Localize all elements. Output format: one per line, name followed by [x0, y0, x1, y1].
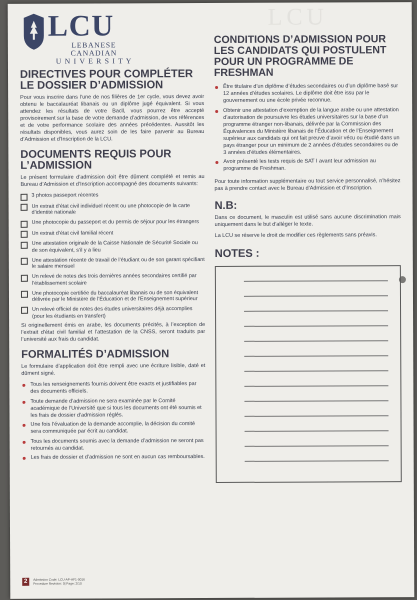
checklist-item: Une attestation récente de travail de l’étudiant ou de son garant spécifiant le salaire mensuel: [21, 257, 205, 271]
formalites-heading: FORMALITÉS D’ADMISSION: [21, 348, 170, 362]
notes-heading: NOTES :: [214, 247, 260, 260]
checkbox[interactable]: [21, 204, 28, 211]
checklist-item: Un relevé officiel de notes des études universitaires déjà accomplies (pour les étudiants en transfert): [21, 306, 205, 320]
documents-heading: DOCUMENTS REQUIS POUR L’ADMISSION: [20, 148, 172, 172]
bullet-icon: [23, 457, 26, 460]
checkbox[interactable]: [21, 307, 28, 314]
footer-text: Admission Code: LCU-AP-AF1-0016 Procedure Revision: 0| Page: 2/10: [33, 577, 85, 586]
bullet-icon: [215, 161, 218, 164]
notes-line: [244, 280, 388, 282]
bullet-icon: [215, 86, 218, 89]
bullet-icon: [22, 401, 25, 404]
crest-icon: [22, 12, 46, 52]
page-footer: [22, 577, 202, 586]
notes-line: [245, 430, 389, 432]
list-item: Tous les documents soumis avec la demande d’admission ne seront pas retournés au candidat.: [22, 438, 206, 453]
list-item: Les frais de dossier et d’admission ne sont en aucun cas remboursables.: [22, 454, 206, 462]
notes-line: [244, 370, 388, 372]
notes-line: [245, 460, 389, 462]
conditions-list: [214, 83, 400, 173]
checklist-item: Une photocopie certifiée du baccalauréat libanais ou de son équivalent délivrée par le Ministère de l’Éducation et de l’Enseignement supérieur: [21, 290, 205, 304]
checkbox[interactable]: [21, 193, 28, 200]
checklist-item: Un extrait d’état civil individuel récent ou une photocopie de la carte d’identité nationale: [21, 203, 205, 217]
conditions-heading: CONDITIONS D’ADMISSION POUR LES CANDIDATS QUI POSTULENT POUR UN PROGRAMME DE FRESHMAN: [213, 33, 387, 79]
list-item: Avoir présenté les tests requis de SAT I avant leur admission au programme de Freshman.: [214, 158, 400, 173]
formalites-list: [21, 381, 205, 462]
brochure-page: [8, 2, 415, 599]
logo-wordmark: LCU: [47, 9, 115, 43]
left-column: [20, 11, 206, 466]
notes-line: [244, 400, 388, 402]
checklist-item: Un extrait d’état civil familial récent: [21, 230, 205, 238]
notes-line: [244, 295, 388, 297]
notes-line: [244, 385, 388, 387]
bullet-icon: [22, 384, 25, 387]
notes-line: [244, 310, 388, 312]
logo-watermark: LCU: [267, 4, 328, 31]
directives-text: Pour vous inscrire dans l’une de nos filières de 1er cycle, vous devez avoir obtenu le baccalauréat libanais ou un diplôme jugé équivalent. Si vous attendez les résultats de votre Bacll, vous pourrez être accepté provisoirement sur la base de votre demande d’admission, de vos références et de votre performance scolaire des années précédentes. Aussitôt les résultats disponibles, vous aurez soin de les faire parvenir au Bureau d’Admission et d’Inscription de la LCU.: [20, 94, 205, 143]
checkbox[interactable]: [21, 220, 28, 227]
list-item: Une fois l’évaluation de la demande accomplie, la décision du comité sera communiquée par écrit au candidat.: [22, 421, 206, 436]
nb-text-rights: La LCU se réserve le droit de modifier ces règlements sans préavis.: [214, 232, 377, 239]
checkbox[interactable]: [21, 242, 28, 249]
checkbox[interactable]: [21, 258, 28, 265]
translation-note: Si originellement émis en arabe, les documents précités, à l’exception de l’extrait d’état civil familial et l’attestation de la CNSS, seront traduits par l’université aux frais du candidat.: [21, 322, 206, 344]
notes-line: [245, 415, 389, 417]
page-number: 2: [24, 578, 28, 585]
notes-line: [244, 355, 388, 357]
directives-heading: DIRECTIVES POUR COMPLÉTER LE DOSSIER D’ADMISSION: [19, 68, 194, 92]
list-item: Tous les renseignements fournis doivent être exacts et justifiables par des documents officiels.: [21, 381, 205, 396]
bullet-icon: [215, 109, 218, 112]
bullet-icon: [23, 424, 26, 427]
info-text: Pour toute information supplémentaire ou tout service personnalisé, n’hésitez pas à prendre contact avec le Bureau d’Admission et d’Inscription.: [214, 178, 401, 192]
documents-checklist: [21, 192, 206, 320]
list-item: Obtenir une attestation d’exemption de la langue arabe ou une attestation d’autorisation de poursuivre les études universitaires sur la base d’un programme étranger non-libanais, délivrée par la Commission des Équivalences du Ministère libanais de l’Éducation et de l’Enseignement supérieur aux candidats qui ont fait preuve d’avoir vécu ou étudié dans un pays étranger pour un minimum de 2 années d’études secondaires ou de 3 années d’études élémentaires.: [214, 107, 400, 157]
notes-box[interactable]: [215, 265, 402, 483]
documents-intro: Le présent formulaire d’admission doit être dûment complété et remis au Bureau d’Admission et d’Inscription accompagné des documents suivants:: [20, 174, 205, 188]
university-logo: [20, 9, 204, 66]
checkbox[interactable]: [21, 231, 28, 238]
notes-line: [244, 325, 388, 327]
checkbox[interactable]: [21, 291, 28, 298]
checklist-item: Une attestation originale de la Caisse Nationale de Sécurité Sociale ou de son équivalent, s’il y a lieu: [21, 240, 205, 254]
formalites-intro: Le formulaire d’application doit être rempli avec une écriture lisible, daté et dûment signé.: [21, 363, 206, 378]
right-column: [214, 34, 402, 483]
nb-heading: N.B:: [214, 199, 238, 212]
notes-line: [244, 340, 388, 342]
checklist-item: Une photocopie du passeport et du permis de séjour pour les étrangers: [21, 219, 205, 227]
notes-line: [245, 445, 389, 447]
checklist-item: 3 photos passeport récentes: [21, 192, 205, 200]
list-item: Toute demande d’admission ne sera examinée par le Comité académique de l’Université que si tous les documents ont été soumis et les frais de dossier d’admission réglés.: [21, 398, 205, 420]
list-item: Être titulaire d’un diplôme d’études secondaires ou d’un diplôme basé sur 12 années d’études scolaires. Le diplôme doit être issu par le gouvernement ou une école privée reconnue.: [214, 83, 400, 105]
nb-text: Dans ce document, le masculin est utilisé sans aucune discrimination mais uniquement dans le but d’alléger le texte.: [214, 214, 401, 228]
bullet-icon: [23, 441, 26, 444]
checkbox[interactable]: [21, 274, 28, 281]
logo-subtitle: LEBANESE CANADIAN U N I V E R S I T Y: [55, 40, 133, 66]
checklist-item: Un relevé de notes des trois dernières années secondaires certifié par l’établissement scolaire: [21, 273, 205, 287]
